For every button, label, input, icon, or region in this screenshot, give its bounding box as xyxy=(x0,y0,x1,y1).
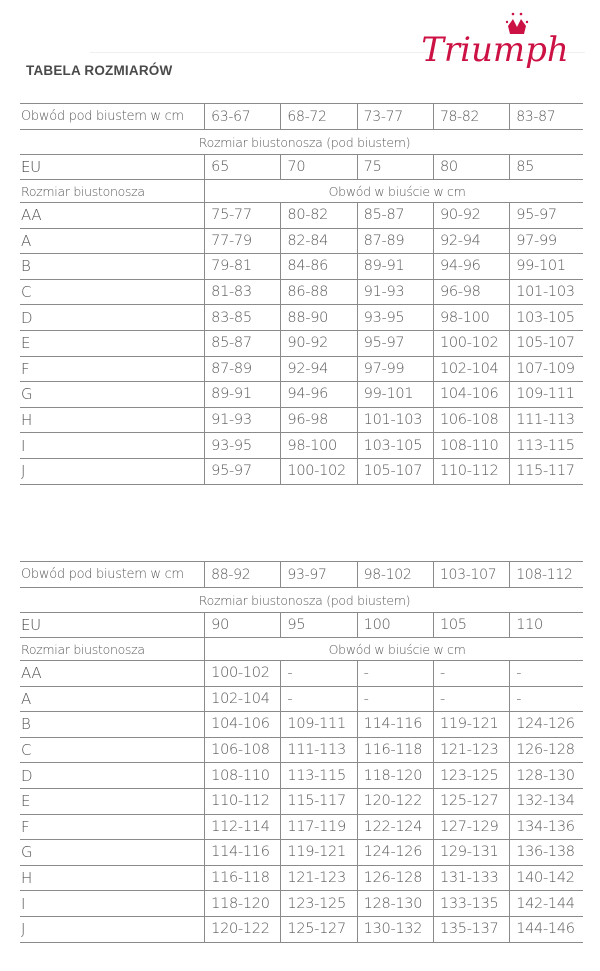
bust-cell: 98-100 xyxy=(281,433,357,459)
bust-cell: 108-110 xyxy=(205,763,281,789)
bust-cell: 89-91 xyxy=(357,254,433,280)
bust-cell: 88-90 xyxy=(281,305,357,331)
cup-label: I xyxy=(20,891,205,917)
bust-cell: 99-101 xyxy=(510,254,583,280)
table-row xyxy=(20,458,583,484)
table-row xyxy=(20,763,583,789)
bust-cell: 111-113 xyxy=(281,737,357,763)
table-row xyxy=(20,865,583,891)
bust-cell: 119-121 xyxy=(433,712,509,738)
bust-cell: 85-87 xyxy=(357,203,433,229)
cup-label: D xyxy=(20,763,205,789)
bust-cell: 81-83 xyxy=(205,279,281,305)
cup-size-header: Rozmiar biustonosza xyxy=(20,638,205,661)
bust-cell: 127-129 xyxy=(433,814,509,840)
cup-label: G xyxy=(20,840,205,866)
table-row xyxy=(20,916,583,942)
bust-cell: 104-106 xyxy=(433,382,509,408)
bust-cell: 129-131 xyxy=(433,840,509,866)
bust-cell: 123-125 xyxy=(433,763,509,789)
cup-label: E xyxy=(20,788,205,814)
underbust-cell: 103-107 xyxy=(433,562,509,588)
bust-cell: - xyxy=(281,661,357,687)
bust-cell: 99-101 xyxy=(357,382,433,408)
underbust-label: Obwód pod biustem w cm xyxy=(20,562,205,588)
table-row xyxy=(20,407,583,433)
underbust-cell: 63-67 xyxy=(205,104,281,130)
cup-label: J xyxy=(20,458,205,484)
table-row xyxy=(20,382,583,408)
bust-cell: 113-115 xyxy=(281,763,357,789)
bust-cell: 82-84 xyxy=(281,228,357,254)
underbust-cell: 93-97 xyxy=(281,562,357,588)
bust-cell: 120-122 xyxy=(357,788,433,814)
eu-cell: 80 xyxy=(433,155,509,180)
cup-label: A xyxy=(20,228,205,254)
bust-cell: 84-86 xyxy=(281,254,357,280)
bust-cell: 75-77 xyxy=(205,203,281,229)
bust-cell: 122-124 xyxy=(357,814,433,840)
cup-label: H xyxy=(20,865,205,891)
underbust-cell: 68-72 xyxy=(281,104,357,130)
bust-cell: 94-96 xyxy=(281,382,357,408)
bust-cell: 100-102 xyxy=(205,661,281,687)
table-row xyxy=(20,305,583,331)
bust-cell: 98-100 xyxy=(433,305,509,331)
bust-cell: 125-127 xyxy=(281,916,357,942)
bust-cell: 100-102 xyxy=(281,458,357,484)
eu-row xyxy=(20,613,583,638)
bust-cell: 87-89 xyxy=(357,228,433,254)
bust-cell: 134-136 xyxy=(510,814,583,840)
table-row xyxy=(20,356,583,382)
cup-label: F xyxy=(20,814,205,840)
cup-label: B xyxy=(20,254,205,280)
bust-cell: 90-92 xyxy=(281,330,357,356)
size-table-1 xyxy=(20,103,583,485)
bust-cell: 110-112 xyxy=(433,458,509,484)
bust-cell: 95-97 xyxy=(205,458,281,484)
bust-cell: 79-81 xyxy=(205,254,281,280)
table-row xyxy=(20,661,583,687)
bust-cell: 103-105 xyxy=(510,305,583,331)
bust-cell: 126-128 xyxy=(357,865,433,891)
bust-cell: 97-99 xyxy=(357,356,433,382)
cup-label: A xyxy=(20,686,205,712)
underbust-cell: 78-82 xyxy=(433,104,509,130)
brand-logo xyxy=(420,8,570,93)
bust-cell: 103-105 xyxy=(357,433,433,459)
eu-cell: 110 xyxy=(510,613,583,638)
underbust-row xyxy=(20,104,583,130)
size-table-2 xyxy=(20,561,583,943)
bust-cell: - xyxy=(433,661,509,687)
bust-cell: - xyxy=(510,686,583,712)
cup-label: J xyxy=(20,916,205,942)
bust-cell: 113-115 xyxy=(510,433,583,459)
underbust-cell: 98-102 xyxy=(357,562,433,588)
table-row xyxy=(20,814,583,840)
bust-cell: 130-132 xyxy=(357,916,433,942)
bust-cell: 86-88 xyxy=(281,279,357,305)
underbust-row xyxy=(20,562,583,588)
eu-label: EU xyxy=(20,613,205,638)
bust-cell: 124-126 xyxy=(357,840,433,866)
band-size-caption: Rozmiar biustonosza (pod biustem) xyxy=(20,130,583,155)
bust-cell: 121-123 xyxy=(281,865,357,891)
bust-cell: 125-127 xyxy=(433,788,509,814)
eu-cell: 100 xyxy=(357,613,433,638)
column-header-row xyxy=(20,180,583,203)
table-row xyxy=(20,840,583,866)
bust-cell: 92-94 xyxy=(281,356,357,382)
table-row xyxy=(20,788,583,814)
bust-cell: 116-118 xyxy=(357,737,433,763)
table-row xyxy=(20,891,583,917)
bust-cell: 101-103 xyxy=(357,407,433,433)
cup-size-header: Rozmiar biustonosza xyxy=(20,180,205,203)
bust-cell: 118-120 xyxy=(205,891,281,917)
bust-cell: 126-128 xyxy=(510,737,583,763)
bust-cell: - xyxy=(433,686,509,712)
table-row xyxy=(20,686,583,712)
bust-cell: 92-94 xyxy=(433,228,509,254)
bust-cell: 89-91 xyxy=(205,382,281,408)
bust-cell: 105-107 xyxy=(357,458,433,484)
cup-label: C xyxy=(20,737,205,763)
underbust-cell: 88-92 xyxy=(205,562,281,588)
bust-cell: 117-119 xyxy=(281,814,357,840)
cup-label: I xyxy=(20,433,205,459)
bust-cell: 91-93 xyxy=(205,407,281,433)
bust-cell: 104-106 xyxy=(205,712,281,738)
cup-label: H xyxy=(20,407,205,433)
underbust-cell: 73-77 xyxy=(357,104,433,130)
bust-cell: 114-116 xyxy=(205,840,281,866)
table-row xyxy=(20,737,583,763)
page-title: TABELA ROZMIARÓW xyxy=(26,63,173,78)
cup-label: AA xyxy=(20,661,205,687)
bust-cell: 93-95 xyxy=(357,305,433,331)
bust-cell: 102-104 xyxy=(205,686,281,712)
bust-cell: 133-135 xyxy=(433,891,509,917)
bust-cell: 115-117 xyxy=(510,458,583,484)
bust-cell: - xyxy=(357,661,433,687)
bust-cell: 128-130 xyxy=(357,891,433,917)
bust-cell: 124-126 xyxy=(510,712,583,738)
eu-row xyxy=(20,155,583,180)
eu-cell: 90 xyxy=(205,613,281,638)
cup-label: E xyxy=(20,330,205,356)
bust-cell: 106-108 xyxy=(433,407,509,433)
bust-cell: 93-95 xyxy=(205,433,281,459)
bust-cell: 128-130 xyxy=(510,763,583,789)
caption-row xyxy=(20,130,583,155)
bust-cell: 96-98 xyxy=(433,279,509,305)
bust-cell: 115-117 xyxy=(281,788,357,814)
bust-cell: 90-92 xyxy=(433,203,509,229)
bust-cell: 132-134 xyxy=(510,788,583,814)
table-row xyxy=(20,228,583,254)
caption-row xyxy=(20,588,583,613)
bust-cell: 144-146 xyxy=(510,916,583,942)
bust-cell: 102-104 xyxy=(433,356,509,382)
bust-cell: 116-118 xyxy=(205,865,281,891)
column-header-row xyxy=(20,638,583,661)
bust-cell: - xyxy=(281,686,357,712)
underbust-label: Obwód pod biustem w cm xyxy=(20,104,205,130)
bust-cell: 108-110 xyxy=(433,433,509,459)
bust-cell: 118-120 xyxy=(357,763,433,789)
cup-label: B xyxy=(20,712,205,738)
bust-cell: 110-112 xyxy=(205,788,281,814)
bust-cell: 131-133 xyxy=(433,865,509,891)
bust-header: Obwód w biuście w cm xyxy=(205,638,583,661)
bust-cell: - xyxy=(510,661,583,687)
bust-header: Obwód w biuście w cm xyxy=(205,180,583,203)
bust-cell: 100-102 xyxy=(433,330,509,356)
bust-cell: 140-142 xyxy=(510,865,583,891)
bust-cell: 77-79 xyxy=(205,228,281,254)
bust-cell: - xyxy=(357,686,433,712)
bust-cell: 105-107 xyxy=(510,330,583,356)
underbust-cell: 83-87 xyxy=(510,104,583,130)
cup-label: C xyxy=(20,279,205,305)
table-row xyxy=(20,203,583,229)
bust-cell: 95-97 xyxy=(357,330,433,356)
bust-cell: 107-109 xyxy=(510,356,583,382)
bust-cell: 101-103 xyxy=(510,279,583,305)
table-row xyxy=(20,712,583,738)
bust-cell: 95-97 xyxy=(510,203,583,229)
bust-cell: 111-113 xyxy=(510,407,583,433)
eu-cell: 75 xyxy=(357,155,433,180)
table-row xyxy=(20,433,583,459)
eu-cell: 85 xyxy=(510,155,583,180)
bust-cell: 80-82 xyxy=(281,203,357,229)
bust-cell: 85-87 xyxy=(205,330,281,356)
cup-label: F xyxy=(20,356,205,382)
underbust-cell: 108-112 xyxy=(510,562,583,588)
bust-cell: 119-121 xyxy=(281,840,357,866)
bust-cell: 121-123 xyxy=(433,737,509,763)
cup-label: G xyxy=(20,382,205,408)
cup-label: D xyxy=(20,305,205,331)
bust-cell: 87-89 xyxy=(205,356,281,382)
bust-cell: 83-85 xyxy=(205,305,281,331)
band-size-caption: Rozmiar biustonosza (pod biustem) xyxy=(20,588,583,613)
bust-cell: 106-108 xyxy=(205,737,281,763)
bust-cell: 91-93 xyxy=(357,279,433,305)
eu-cell: 95 xyxy=(281,613,357,638)
bust-cell: 120-122 xyxy=(205,916,281,942)
eu-cell: 105 xyxy=(433,613,509,638)
bust-cell: 109-111 xyxy=(281,712,357,738)
table-row xyxy=(20,330,583,356)
bust-cell: 114-116 xyxy=(357,712,433,738)
bust-cell: 112-114 xyxy=(205,814,281,840)
cup-label: AA xyxy=(20,203,205,229)
bust-cell: 109-111 xyxy=(510,382,583,408)
bust-cell: 135-137 xyxy=(433,916,509,942)
bust-cell: 97-99 xyxy=(510,228,583,254)
eu-cell: 65 xyxy=(205,155,281,180)
brand-name: Triumph xyxy=(421,30,569,70)
table-row xyxy=(20,254,583,280)
eu-label: EU xyxy=(20,155,205,180)
bust-cell: 136-138 xyxy=(510,840,583,866)
table-row xyxy=(20,279,583,305)
bust-cell: 142-144 xyxy=(510,891,583,917)
bust-cell: 123-125 xyxy=(281,891,357,917)
bust-cell: 94-96 xyxy=(433,254,509,280)
bust-cell: 96-98 xyxy=(281,407,357,433)
eu-cell: 70 xyxy=(281,155,357,180)
